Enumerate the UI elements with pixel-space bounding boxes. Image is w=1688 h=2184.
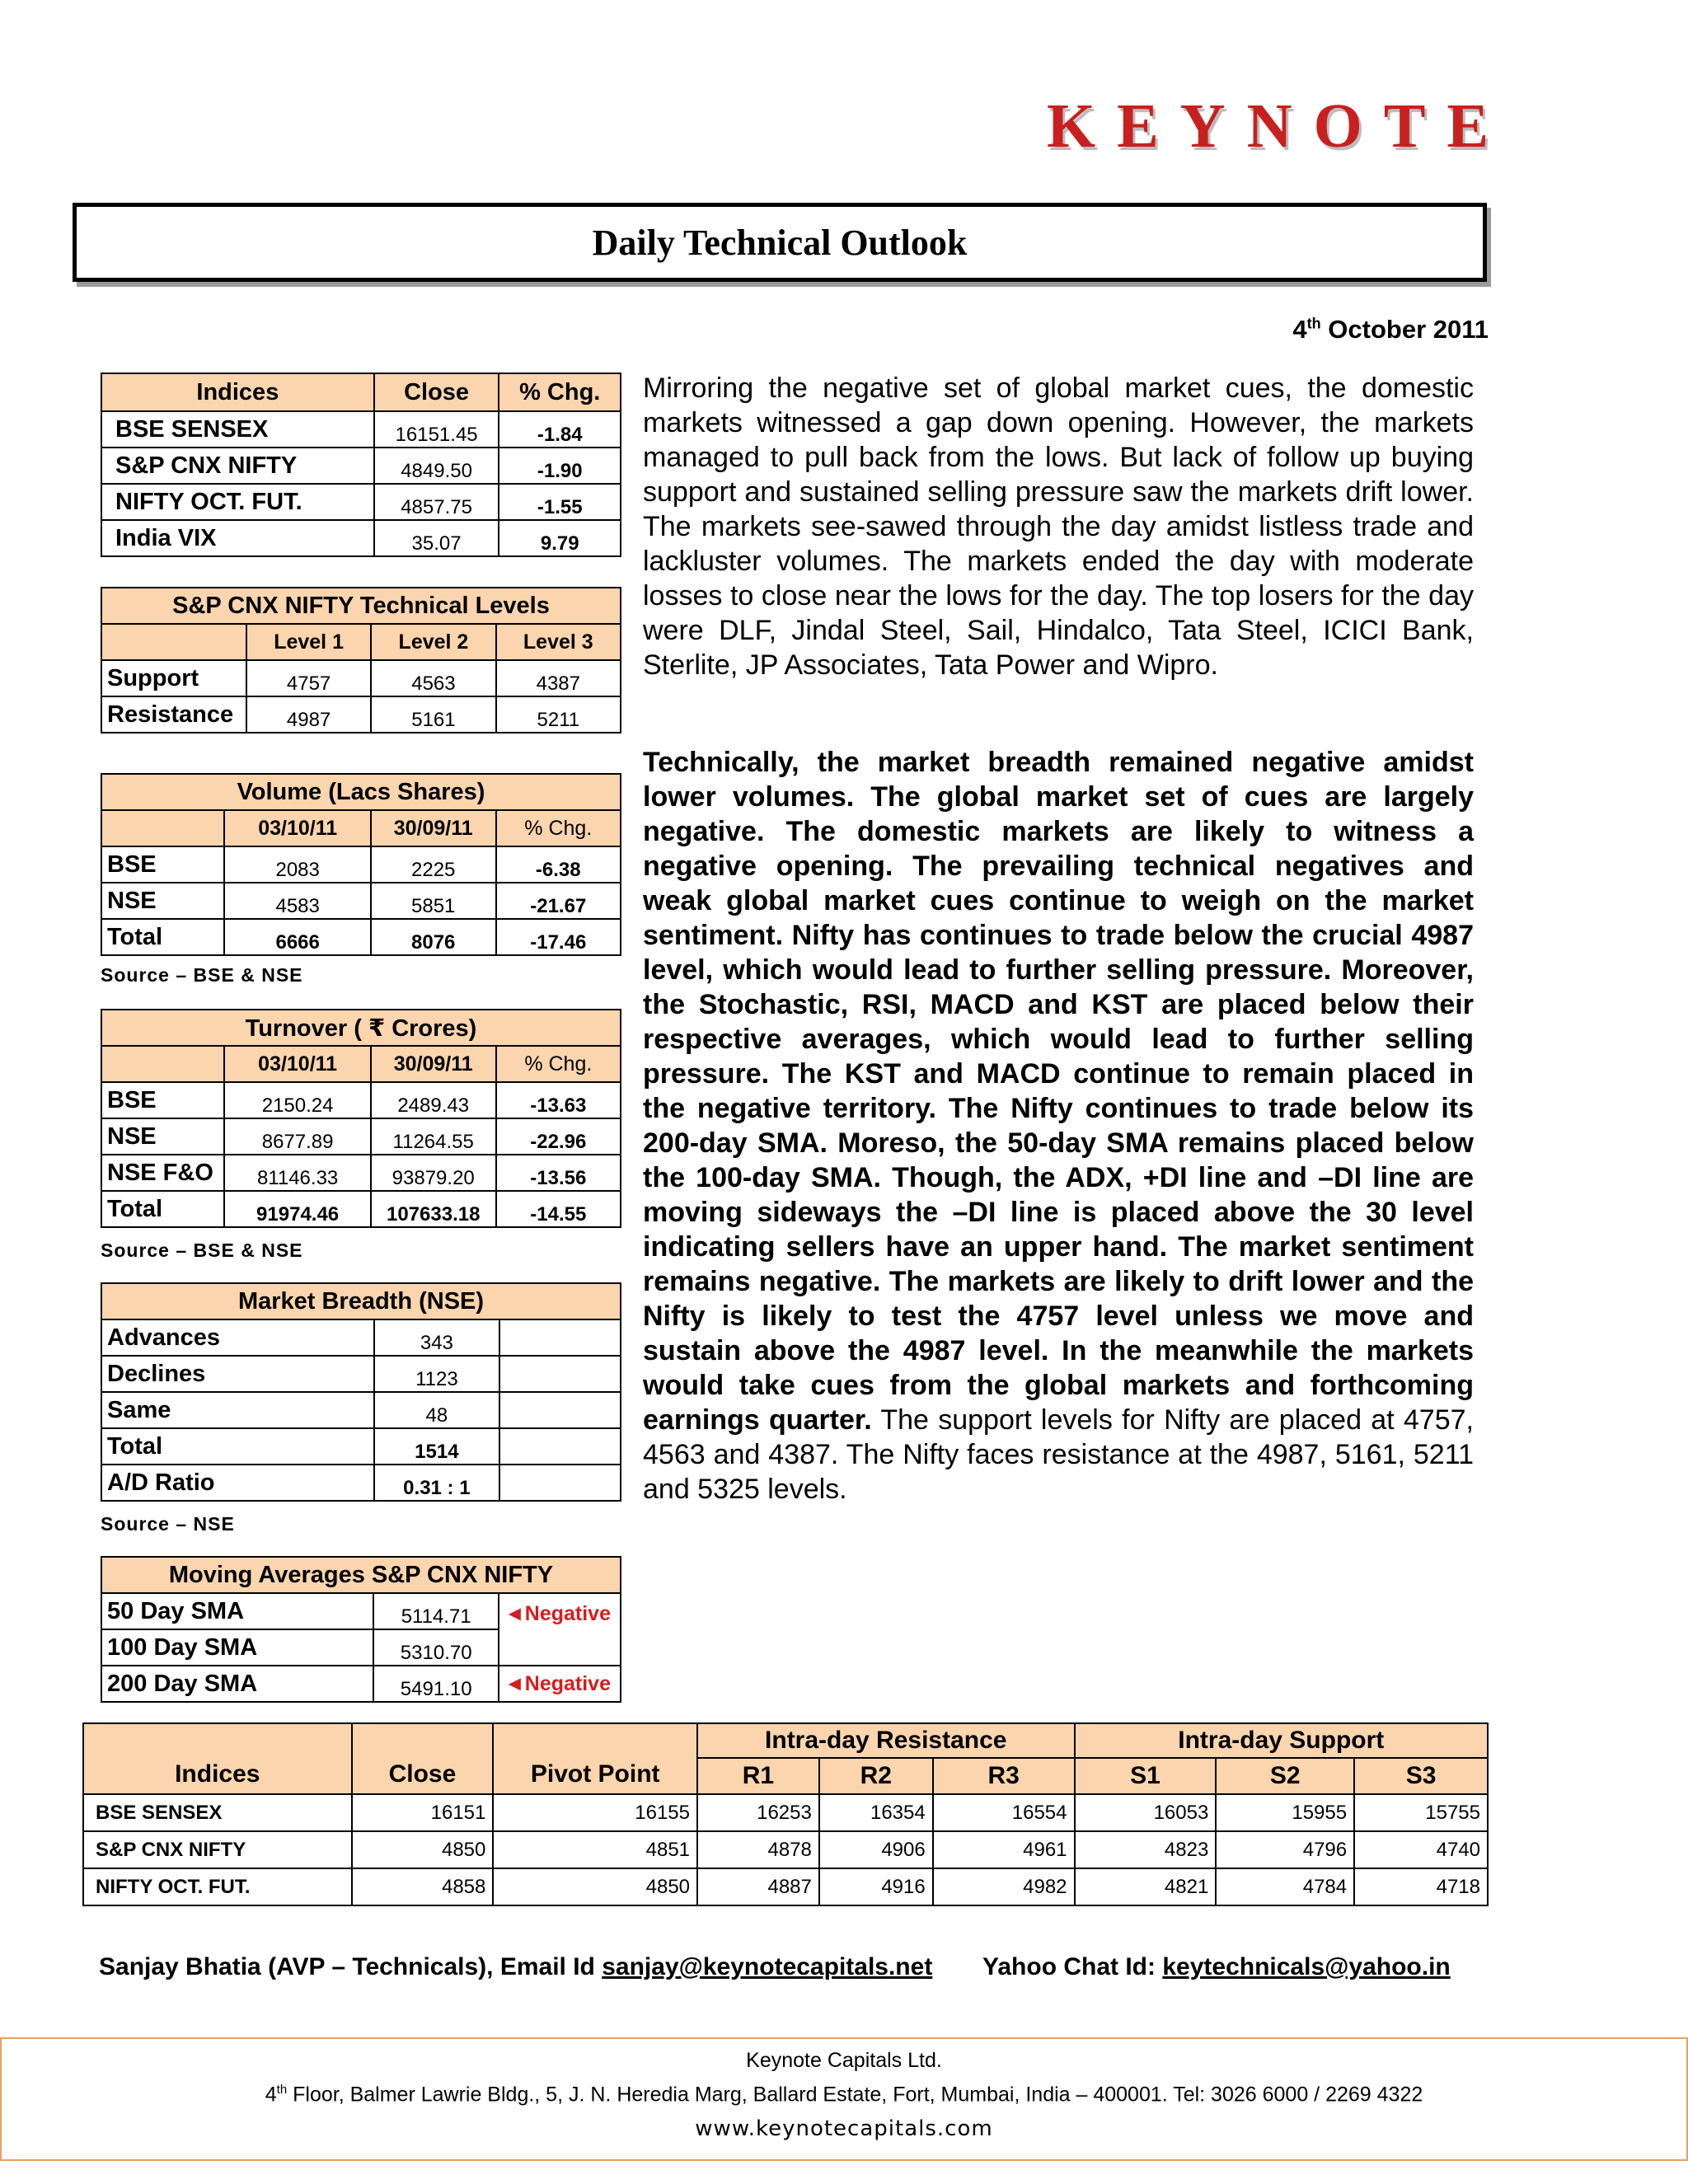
volume-header-chg: % Chg.	[496, 810, 621, 846]
footer-website-link[interactable]: www.keynotecapitals.com	[695, 2116, 993, 2142]
volume-today: 2083	[224, 846, 370, 883]
intraday-s1: 4823	[1075, 1831, 1217, 1868]
volume-name: Total	[101, 919, 224, 955]
intraday-levels-table	[82, 1722, 1489, 1906]
table-row	[101, 1082, 621, 1118]
index-name: India VIX	[101, 520, 374, 556]
technical-commentary-paragraph	[643, 745, 1474, 1507]
indices-header-close: Close	[374, 373, 499, 411]
breadth-empty	[499, 1319, 621, 1356]
breadth-name: A/D Ratio	[101, 1465, 374, 1501]
intraday-r2: 4906	[819, 1831, 933, 1868]
intraday-r2: 4916	[819, 1868, 933, 1905]
footer-floor: 4	[265, 2083, 277, 2107]
levels-header-empty	[101, 624, 246, 660]
chat-contact	[982, 1953, 1451, 1981]
turnover-chg: -22.96	[496, 1118, 621, 1155]
turnover-today: 2150.24	[224, 1082, 370, 1118]
ma-name: 100 Day SMA	[101, 1629, 373, 1666]
turnover-today: 81146.33	[224, 1155, 370, 1191]
analyst-name: Sanjay Bhatia (AVP – Technicals), Email Id	[99, 1953, 603, 1980]
volume-prev: 8076	[371, 919, 496, 955]
breadth-empty	[499, 1465, 621, 1501]
turnover-header-chg: % Chg.	[496, 1046, 621, 1082]
intraday-index-name: S&P CNX NIFTY	[83, 1831, 352, 1868]
volume-name: BSE	[101, 846, 224, 883]
index-name: NIFTY OCT. FUT.	[101, 484, 374, 520]
table-row	[83, 1831, 1488, 1868]
intraday-close: 4850	[352, 1831, 494, 1868]
intraday-s2: 4796	[1216, 1831, 1354, 1868]
support-level-3: 4387	[496, 660, 621, 696]
volume-header-date1: 03/10/11	[224, 810, 370, 846]
intraday-pivot: 4851	[493, 1831, 697, 1868]
support-label: Support	[101, 660, 246, 696]
breadth-value: 1123	[374, 1356, 499, 1392]
volume-header-empty	[101, 810, 224, 846]
breadth-name: Advances	[101, 1319, 374, 1356]
intraday-index-name: BSE SENSEX	[83, 1794, 352, 1831]
volume-title: Volume (Lacs Shares)	[101, 774, 621, 810]
intraday-pivot: 16155	[493, 1794, 697, 1831]
intraday-r3: 4982	[933, 1868, 1075, 1905]
date-day: 4	[1292, 315, 1307, 344]
volume-name: NSE	[101, 883, 224, 919]
table-row	[101, 883, 621, 919]
table-row	[101, 1118, 621, 1155]
volume-source: Source – BSE & NSE	[101, 964, 303, 986]
table-row	[101, 1356, 621, 1392]
index-chg: 9.79	[499, 520, 621, 556]
resistance-level-2: 5161	[371, 696, 495, 733]
turnover-table	[101, 1009, 621, 1228]
intraday-s1: 16053	[1075, 1794, 1217, 1831]
intraday-r1: 4878	[697, 1831, 819, 1868]
breadth-value: 48	[374, 1392, 499, 1428]
technical-levels-table	[101, 587, 621, 733]
market-commentary-paragraph: Mirroring the negative set of global market cues, the domestic markets witnessed a gap down opening. However, the markets managed to pull back from the lows. But lack of follow up buying support and sustained selling pressure saw the markets drift lower. The markets see-sawed through the day amidst listless trade and lackluster volumes. The markets ended the day with moderate losses to close near the lows for the day. The top losers for the day were DLF, Jindal Steel, Sail, Hindalco, Tata Steel, ICICI Bank, Sterlite, JP Associates, Tata Power and Wipro.	[643, 373, 1474, 681]
breadth-name: Declines	[101, 1356, 374, 1392]
index-chg: -1.55	[499, 484, 621, 520]
chat-label: Yahoo Chat Id:	[982, 1953, 1163, 1980]
index-close: 35.07	[374, 520, 499, 556]
resistance-level-3: 5211	[496, 696, 621, 733]
market-breadth-table	[101, 1282, 621, 1502]
intraday-header-r3: R3	[933, 1758, 1075, 1794]
table-row	[101, 411, 621, 448]
turnover-chg: -13.63	[496, 1082, 621, 1118]
intraday-header-r1: R1	[697, 1758, 819, 1794]
breadth-empty	[499, 1356, 621, 1392]
volume-today: 4583	[224, 883, 370, 919]
intraday-header-close: Close	[352, 1723, 494, 1794]
table-row	[101, 448, 621, 484]
intraday-r1: 4887	[697, 1868, 819, 1905]
table-row	[101, 1319, 621, 1356]
turnover-title: Turnover ( ₹ Crores)	[101, 1010, 621, 1046]
index-name: S&P CNX NIFTY	[101, 448, 374, 484]
levels-header-2: Level 2	[371, 624, 495, 660]
levels-header-3: Level 3	[496, 624, 621, 660]
index-close: 16151.45	[374, 411, 499, 448]
levels-header-1: Level 1	[246, 624, 371, 660]
table-row	[101, 1392, 621, 1428]
table-row	[101, 1593, 621, 1629]
turnover-chg: -13.56	[496, 1155, 621, 1191]
turnover-header-date2: 30/09/11	[371, 1046, 496, 1082]
report-title-box	[73, 203, 1487, 282]
footer-floor-suffix: th	[276, 2083, 288, 2097]
levels-title: S&P CNX NIFTY Technical Levels	[101, 588, 621, 624]
resistance-level-1: 4987	[246, 696, 371, 733]
volume-today: 6666	[224, 919, 370, 955]
intraday-header-r2: R2	[819, 1758, 933, 1794]
footer	[0, 2037, 1688, 2161]
indices-header-chg: % Chg.	[499, 373, 621, 411]
intraday-close: 4858	[352, 1868, 494, 1905]
indices-header-name: Indices	[101, 373, 374, 411]
volume-chg: -6.38	[496, 846, 621, 883]
table-row	[101, 1465, 621, 1501]
table-row	[101, 846, 621, 883]
report-date	[1292, 315, 1489, 344]
footer-address	[2, 2083, 1686, 2107]
volume-prev: 5851	[371, 883, 496, 919]
turnover-prev: 11264.55	[371, 1118, 496, 1155]
ma-name: 50 Day SMA	[101, 1593, 373, 1629]
turnover-chg: -14.55	[496, 1191, 621, 1227]
breadth-name: Total	[101, 1428, 374, 1465]
index-name: BSE SENSEX	[101, 411, 374, 448]
turnover-prev: 107633.18	[371, 1191, 496, 1227]
intraday-s1: 4821	[1075, 1868, 1217, 1905]
intraday-s2: 4784	[1216, 1868, 1354, 1905]
ma-signal: ◄Negative	[499, 1666, 621, 1702]
technical-commentary-levels: The support levels for Nifty are placed at 4757, 4563 and 4387. The Nifty faces resistance at the 4987, 5161, 5211 and 5325 levels.	[643, 1404, 1474, 1505]
turnover-header-date1: 03/10/11	[224, 1046, 370, 1082]
volume-header-date2: 30/09/11	[371, 810, 496, 846]
intraday-index-name: NIFTY OCT. FUT.	[83, 1868, 352, 1905]
turnover-header-empty	[101, 1046, 224, 1082]
intraday-header-support: Intra-day Support	[1075, 1723, 1488, 1758]
breadth-title: Market Breadth (NSE)	[101, 1283, 621, 1319]
ma-value: 5491.10	[373, 1666, 499, 1702]
turnover-name: Total	[101, 1191, 224, 1227]
breadth-name: Same	[101, 1392, 374, 1428]
intraday-r2: 16354	[819, 1794, 933, 1831]
table-row	[101, 1428, 621, 1465]
intraday-header-s3: S3	[1354, 1758, 1488, 1794]
table-row	[101, 1666, 621, 1702]
support-level-2: 4563	[371, 660, 495, 696]
index-close: 4857.75	[374, 484, 499, 520]
table-row	[101, 520, 621, 556]
table-row	[101, 696, 621, 733]
breadth-empty	[499, 1392, 621, 1428]
breadth-value: 343	[374, 1319, 499, 1356]
volume-chg: -17.46	[496, 919, 621, 955]
table-row	[101, 660, 621, 696]
technical-commentary-bold: Technically, the market breadth remained negative amidst lower volumes. The global market set of cues are largely negative. The domestic markets are likely to witness a negative opening. The prevailing technical negatives and weak global market cues continue to weigh on the market sentiment. Nifty has continues to trade below the crucial 4987 level, which would lead to further selling pressure. Moreover, the Stochastic, RSI, MACD and KST are placed below their respective averages, which would lead to further selling pressure. The KST and MACD continue to remain placed in the negative territory. The Nifty continues to trade below its 200-day SMA. Moreso, the 50-day SMA remains placed below the 100-day SMA. Though, the ADX, +DI line and –DI line are moving sideways the –DI line is placed above the 30 level indicating sellers have an upper hand. The market sentiment remains negative. The markets are likely to drift lower and the Nifty is likely to test the 4757 level unless we move and sustain above the 4987 level. In the meanwhile the markets would take cues from the global markets and forthcoming earnings quarter.	[643, 747, 1474, 1436]
intraday-s3: 4740	[1354, 1831, 1488, 1868]
breadth-value: 1514	[374, 1428, 499, 1465]
turnover-today: 8677.89	[224, 1118, 370, 1155]
support-level-1: 4757	[246, 660, 371, 696]
ma-value: 5114.71	[373, 1593, 499, 1629]
intraday-header-indices: Indices	[83, 1723, 352, 1794]
index-chg: -1.90	[499, 448, 621, 484]
indices-table	[101, 373, 621, 557]
intraday-s3: 4718	[1354, 1868, 1488, 1905]
ma-signal: ◄Negative	[499, 1593, 621, 1666]
turnover-today: 91974.46	[224, 1191, 370, 1227]
breadth-value: 0.31 : 1	[374, 1465, 499, 1501]
intraday-close: 16151	[352, 1794, 494, 1831]
intraday-s3: 15755	[1354, 1794, 1488, 1831]
report-title: Daily Technical Outlook	[592, 222, 968, 263]
table-row	[83, 1794, 1488, 1831]
moving-averages-table	[101, 1556, 621, 1703]
intraday-pivot: 4850	[493, 1868, 697, 1905]
table-row	[101, 1191, 621, 1227]
chat-id-link[interactable]: keytechnicals@yahoo.in	[1162, 1953, 1451, 1980]
resistance-label: Resistance	[101, 696, 246, 733]
table-row	[101, 1155, 621, 1191]
turnover-prev: 2489.43	[371, 1082, 496, 1118]
date-rest: October 2011	[1328, 315, 1489, 344]
date-suffix: th	[1306, 315, 1321, 332]
intraday-header-pivot: Pivot Point	[493, 1723, 697, 1794]
ma-name: 200 Day SMA	[101, 1666, 373, 1702]
turnover-prev: 93879.20	[371, 1155, 496, 1191]
keynote-logo: KEYNOTE	[1047, 91, 1511, 161]
intraday-r3: 16554	[933, 1794, 1075, 1831]
breadth-source: Source – NSE	[101, 1513, 235, 1535]
table-row	[101, 484, 621, 520]
intraday-header-resistance: Intra-day Resistance	[697, 1723, 1075, 1758]
index-chg: -1.84	[499, 411, 621, 448]
volume-chg: -21.67	[496, 883, 621, 919]
turnover-source: Source – BSE & NSE	[101, 1240, 303, 1261]
breadth-empty	[499, 1428, 621, 1465]
footer-address-text: Floor, Balmer Lawrie Bldg., 5, J. N. Heredia Marg, Ballard Estate, Fort, Mumbai, India – 400001. Tel: 3026 6000 / 2269 4322	[287, 2083, 1423, 2107]
index-close: 4849.50	[374, 448, 499, 484]
intraday-header-s2: S2	[1216, 1758, 1354, 1794]
intraday-r1: 16253	[697, 1794, 819, 1831]
analyst-contact	[99, 1953, 932, 1981]
ma-title: Moving Averages S&P CNX NIFTY	[101, 1557, 621, 1593]
intraday-r3: 4961	[933, 1831, 1075, 1868]
table-row	[83, 1868, 1488, 1905]
intraday-header-s1: S1	[1075, 1758, 1217, 1794]
turnover-name: NSE F&O	[101, 1155, 224, 1191]
footer-company: Keynote Capitals Ltd.	[746, 2049, 942, 2072]
ma-value: 5310.70	[373, 1629, 499, 1666]
analyst-email-link[interactable]: sanjay@keynotecapitals.net	[602, 1953, 933, 1980]
volume-prev: 2225	[371, 846, 496, 883]
intraday-s2: 15955	[1216, 1794, 1354, 1831]
table-row	[101, 919, 621, 955]
volume-table	[101, 773, 621, 956]
turnover-name: BSE	[101, 1082, 224, 1118]
turnover-name: NSE	[101, 1118, 224, 1155]
